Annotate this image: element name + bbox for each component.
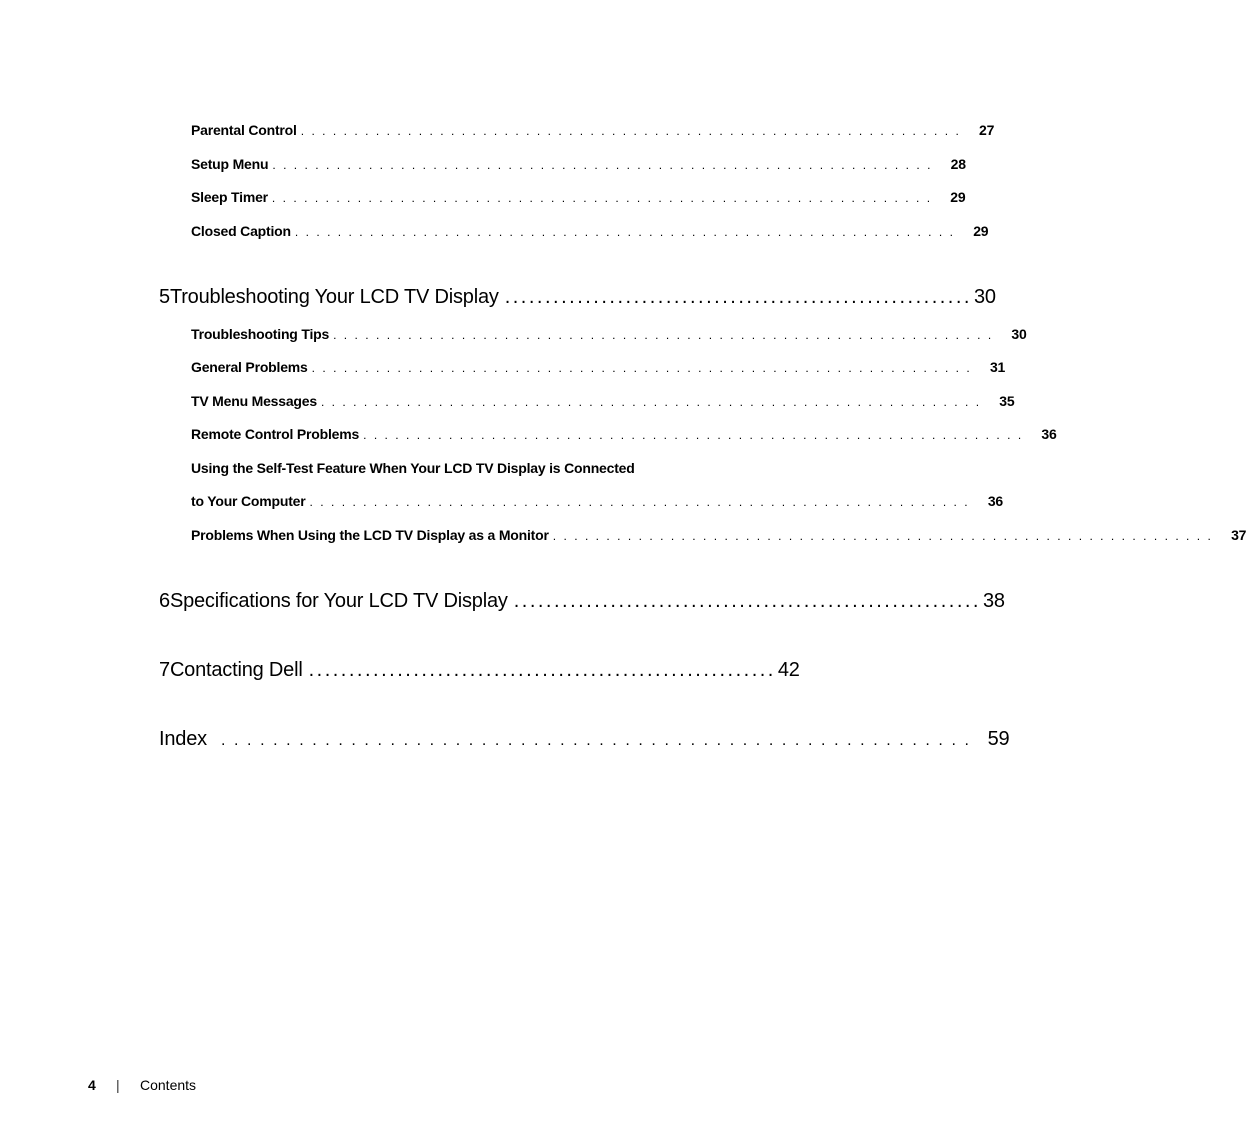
toc-entry-page: 29: [950, 189, 966, 205]
toc-entry-sleep-timer[interactable]: [191, 189, 966, 205]
chapter-title: Contacting Dell: [169, 659, 303, 681]
toc-entry-page: 35: [999, 393, 1015, 409]
toc-entry-page: 31: [989, 359, 1006, 375]
toc-entry-remote-control-problems[interactable]: [191, 426, 1057, 442]
toc-entry-title: General Problems: [191, 359, 308, 375]
toc-entry-title: Closed Caption: [191, 223, 291, 239]
chapter-page: 30: [973, 286, 996, 308]
toc-entry-troubleshooting-tips[interactable]: [191, 326, 1027, 342]
dot-leader: ..............................................................: [320, 395, 987, 409]
dot-leader: ..............................................................: [552, 529, 1219, 543]
dot-leader: ..........................................................: [513, 590, 981, 612]
footer-separator: |: [116, 1077, 120, 1093]
toc-entry-page: 30: [1011, 326, 1027, 342]
toc-entry-page: 36: [987, 493, 1004, 509]
toc-entry-title: Remote Control Problems: [191, 426, 360, 442]
toc-entry-page: 27: [979, 122, 995, 138]
footer-page-number: 4: [88, 1077, 96, 1093]
toc-entry-monitor-problems[interactable]: [191, 527, 1246, 543]
toc-entry-title: Setup Menu: [191, 156, 269, 172]
footer-section-title: Contents: [140, 1077, 197, 1093]
toc-chapter-7[interactable]: [159, 659, 800, 682]
toc-index[interactable]: [159, 728, 1010, 751]
chapter-title: Troubleshooting Your LCD TV Display: [169, 286, 499, 308]
dot-leader: ..............................................................: [294, 225, 961, 239]
chapter-number: 7: [159, 659, 170, 681]
dot-leader: ..............................................................: [271, 191, 938, 205]
toc-entry-general-problems[interactable]: [191, 359, 1006, 375]
toc-entry-title: TV Menu Messages: [191, 393, 317, 409]
toc-entry-self-test-line1[interactable]: [191, 460, 713, 476]
toc-chapter-5[interactable]: [159, 286, 996, 309]
chapter-page: 42: [777, 659, 800, 681]
chapter-number: 5: [159, 286, 170, 308]
index-page: 59: [987, 728, 1010, 750]
chapter-number: 6: [159, 590, 170, 612]
toc-entry-setup-menu[interactable]: [191, 156, 966, 172]
dot-leader: ..........................................................: [220, 732, 978, 749]
chapter-title: Specifications for Your LCD TV Display: [169, 590, 508, 612]
dot-leader: ..............................................................: [300, 124, 967, 138]
index-title: Index: [159, 728, 207, 750]
toc-entry-closed-caption[interactable]: [191, 223, 989, 239]
toc-entry-page: 36: [1041, 426, 1057, 442]
toc-chapter-6[interactable]: [159, 590, 1005, 613]
dot-leader: ..............................................................: [363, 428, 1029, 442]
toc-entry-title: Troubleshooting Tips: [191, 326, 330, 342]
toc-entry-title: Problems When Using the LCD TV Display as a Monitor: [191, 527, 549, 543]
toc-entry-self-test-line2[interactable]: [191, 493, 1004, 509]
toc-entry-title: Sleep Timer: [191, 189, 268, 205]
dot-leader: ..............................................................: [311, 361, 978, 375]
dot-leader: ..............................................................: [272, 158, 938, 172]
toc-entry-title: to Your Computer: [191, 493, 306, 509]
toc-entry-page: 37: [1231, 527, 1246, 543]
dot-leader: ..............................................................: [333, 328, 999, 342]
toc-entry-title: Parental Control: [191, 122, 297, 138]
dot-leader: ..........................................................: [504, 286, 972, 308]
toc-entry-title: Using the Self-Test Feature When Your LCD TV Display is Connected: [191, 460, 635, 476]
toc-entry-page: 29: [973, 223, 989, 239]
toc-entry-tv-menu-messages[interactable]: [191, 393, 1015, 409]
toc-entry-parental-control[interactable]: [191, 122, 995, 138]
dot-leader: ..............................................................: [309, 495, 976, 509]
dot-leader: ..........................................................: [308, 659, 776, 681]
toc-entry-page: 28: [950, 156, 966, 172]
chapter-page: 38: [983, 590, 1005, 612]
